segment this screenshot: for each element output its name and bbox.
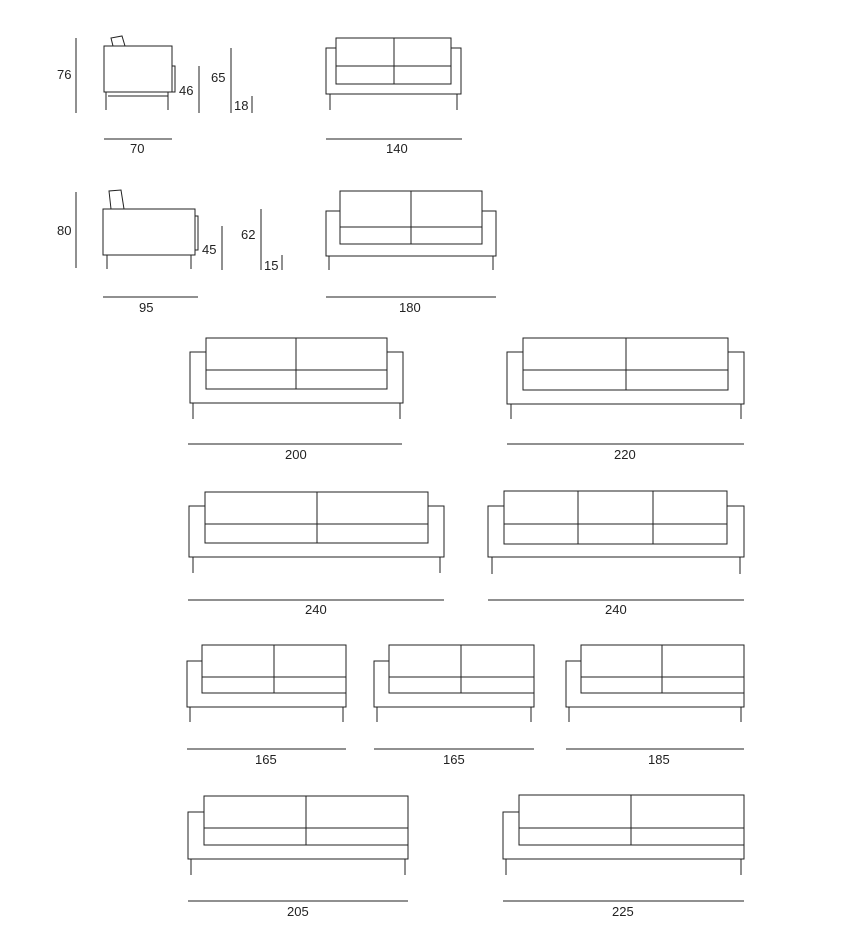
height-label: 76 [57, 67, 72, 82]
side-view-armchair-1 [76, 36, 175, 113]
width-label-205: 205 [287, 904, 309, 919]
leg-height-label: 15 [264, 258, 279, 273]
corner-module-165-middle [374, 645, 534, 722]
width-label: 140 [386, 141, 408, 156]
width-label-185: 185 [648, 752, 670, 767]
width-label-225: 225 [612, 904, 634, 919]
width-label: 180 [399, 300, 421, 315]
seat-height-label: 46 [179, 83, 194, 98]
corner-module-165-left [187, 645, 346, 722]
arm-height-label: 62 [241, 227, 256, 242]
arm-height-label: 65 [211, 70, 226, 85]
corner-module-185 [566, 645, 744, 722]
front-view-sofa-200 [190, 338, 403, 419]
front-view-sofa-220 [507, 338, 744, 419]
seat-height-label: 45 [202, 242, 217, 257]
side-view-armchair-2 [76, 190, 198, 269]
width-label-240-left: 240 [305, 602, 327, 617]
front-view-sofa-240-two-seat [189, 492, 444, 573]
front-view-sofa-140 [326, 38, 461, 110]
width-label-240-right: 240 [605, 602, 627, 617]
corner-module-205 [188, 796, 408, 875]
front-view-sofa-240-three-seat [488, 491, 744, 574]
width-label-165-middle: 165 [443, 752, 465, 767]
front-view-sofa-180 [326, 191, 496, 270]
depth-label: 70 [130, 141, 145, 156]
depth-label: 95 [139, 300, 154, 315]
height-label: 80 [57, 223, 72, 238]
width-label-220: 220 [614, 447, 636, 462]
corner-module-225 [503, 795, 744, 875]
leg-height-label: 18 [234, 98, 249, 113]
width-label-165-left: 165 [255, 752, 277, 767]
width-label-200: 200 [285, 447, 307, 462]
